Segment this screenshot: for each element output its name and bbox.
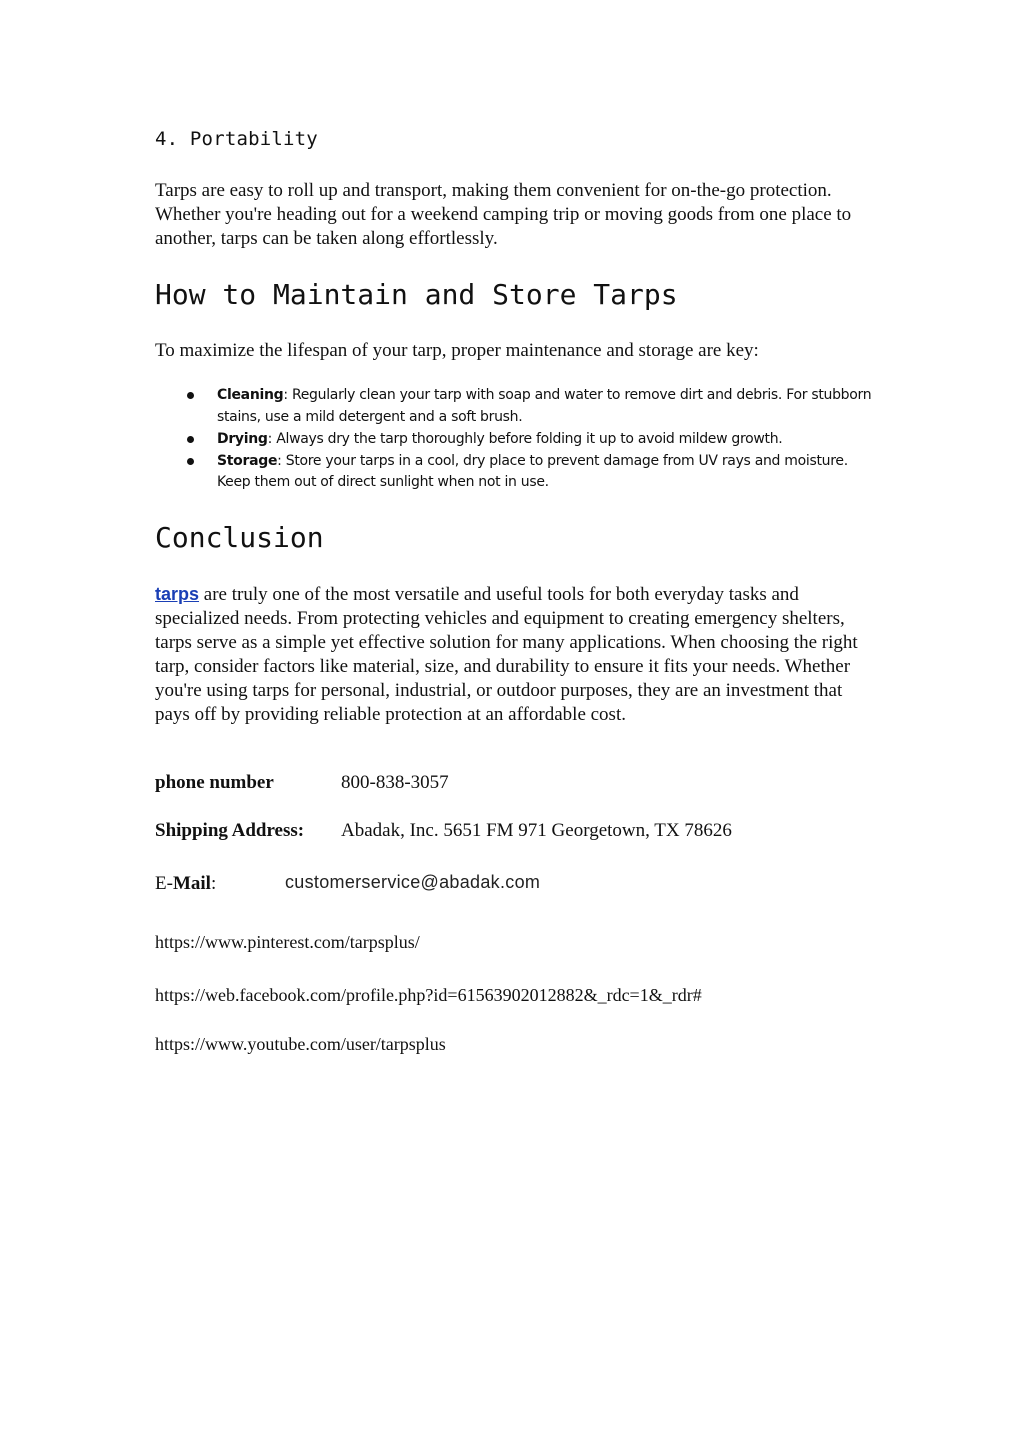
bullet-icon — [187, 436, 194, 443]
email-label-suffix: : — [210, 873, 217, 894]
phone-value: 800-838-3057 — [341, 772, 449, 793]
email-label-prefix: E- — [155, 873, 173, 894]
list-item-storage — [155, 451, 875, 494]
list-item-cleaning — [155, 385, 875, 428]
email-label — [155, 873, 216, 895]
bullet-text: : Always dry the tarp thoroughly before folding it up to avoid mildew growth. — [267, 430, 783, 447]
conclusion-heading: Conclusion — [155, 521, 324, 554]
bullet-icon — [187, 458, 194, 465]
bullet-text: : Regularly clean your tarp with soap and water to remove dirt and debris. For stubborn stains, use a mild detergent and a soft brush. — [217, 387, 872, 425]
phone-label: phone number — [155, 772, 274, 793]
list-item-drying — [155, 429, 875, 451]
tarps-link[interactable]: tarps — [155, 584, 200, 604]
bullet-icon — [187, 392, 194, 399]
maintenance-list — [155, 385, 875, 494]
portability-paragraph: Tarps are easy to roll up and transport, making them convenient for on-the-go protection. Whether you're heading out for a weekend camping trip or moving goods from one place to another, tarps can be taken along effortlessly. — [155, 180, 852, 249]
shipping-label: Shipping Address: — [155, 820, 305, 841]
conclusion-paragraph — [155, 582, 875, 727]
youtube-url[interactable]: https://www.youtube.com/user/tarpsplus — [155, 1034, 446, 1054]
pinterest-url[interactable]: https://www.pinterest.com/tarpsplus/ — [155, 932, 420, 952]
maintain-intro: To maximize the lifespan of your tarp, proper maintenance and storage are key: — [155, 340, 759, 361]
maintain-heading: How to Maintain and Store Tarps — [155, 278, 678, 311]
bullet-term: Drying — [217, 430, 268, 447]
email-value[interactable]: customerservice@abadak.com — [285, 872, 541, 892]
facebook-url[interactable]: https://web.facebook.com/profile.php?id=61563902012882&_rdc=1&_rdr# — [155, 985, 702, 1005]
portability-heading: 4. Portability — [155, 128, 318, 150]
email-label-bold: Mail — [172, 873, 211, 894]
bullet-term: Storage — [217, 452, 278, 469]
bullet-text: : Store your tarps in a cool, dry place to prevent damage from UV rays and moisture. Keep them out of direct sunlight when not in use. — [217, 452, 848, 490]
shipping-value: Abadak, Inc. 5651 FM 971 Georgetown, TX 78626 — [341, 820, 732, 841]
conclusion-text: are truly one of the most versatile and useful tools for both everyday tasks and specialized needs. From protecting vehicles and equipment to creating emergency shelters, tarps serve as a simple yet effective solution for many applications. When choosing the right tarp, consider factors like material, size, and durability to ensure it fits your needs. Whether you're using tarps for personal, industrial, or outdoor purposes, they are an investment that pays off by providing reliable protection at an affordable cost. — [155, 584, 858, 725]
bullet-term: Cleaning — [217, 387, 284, 403]
